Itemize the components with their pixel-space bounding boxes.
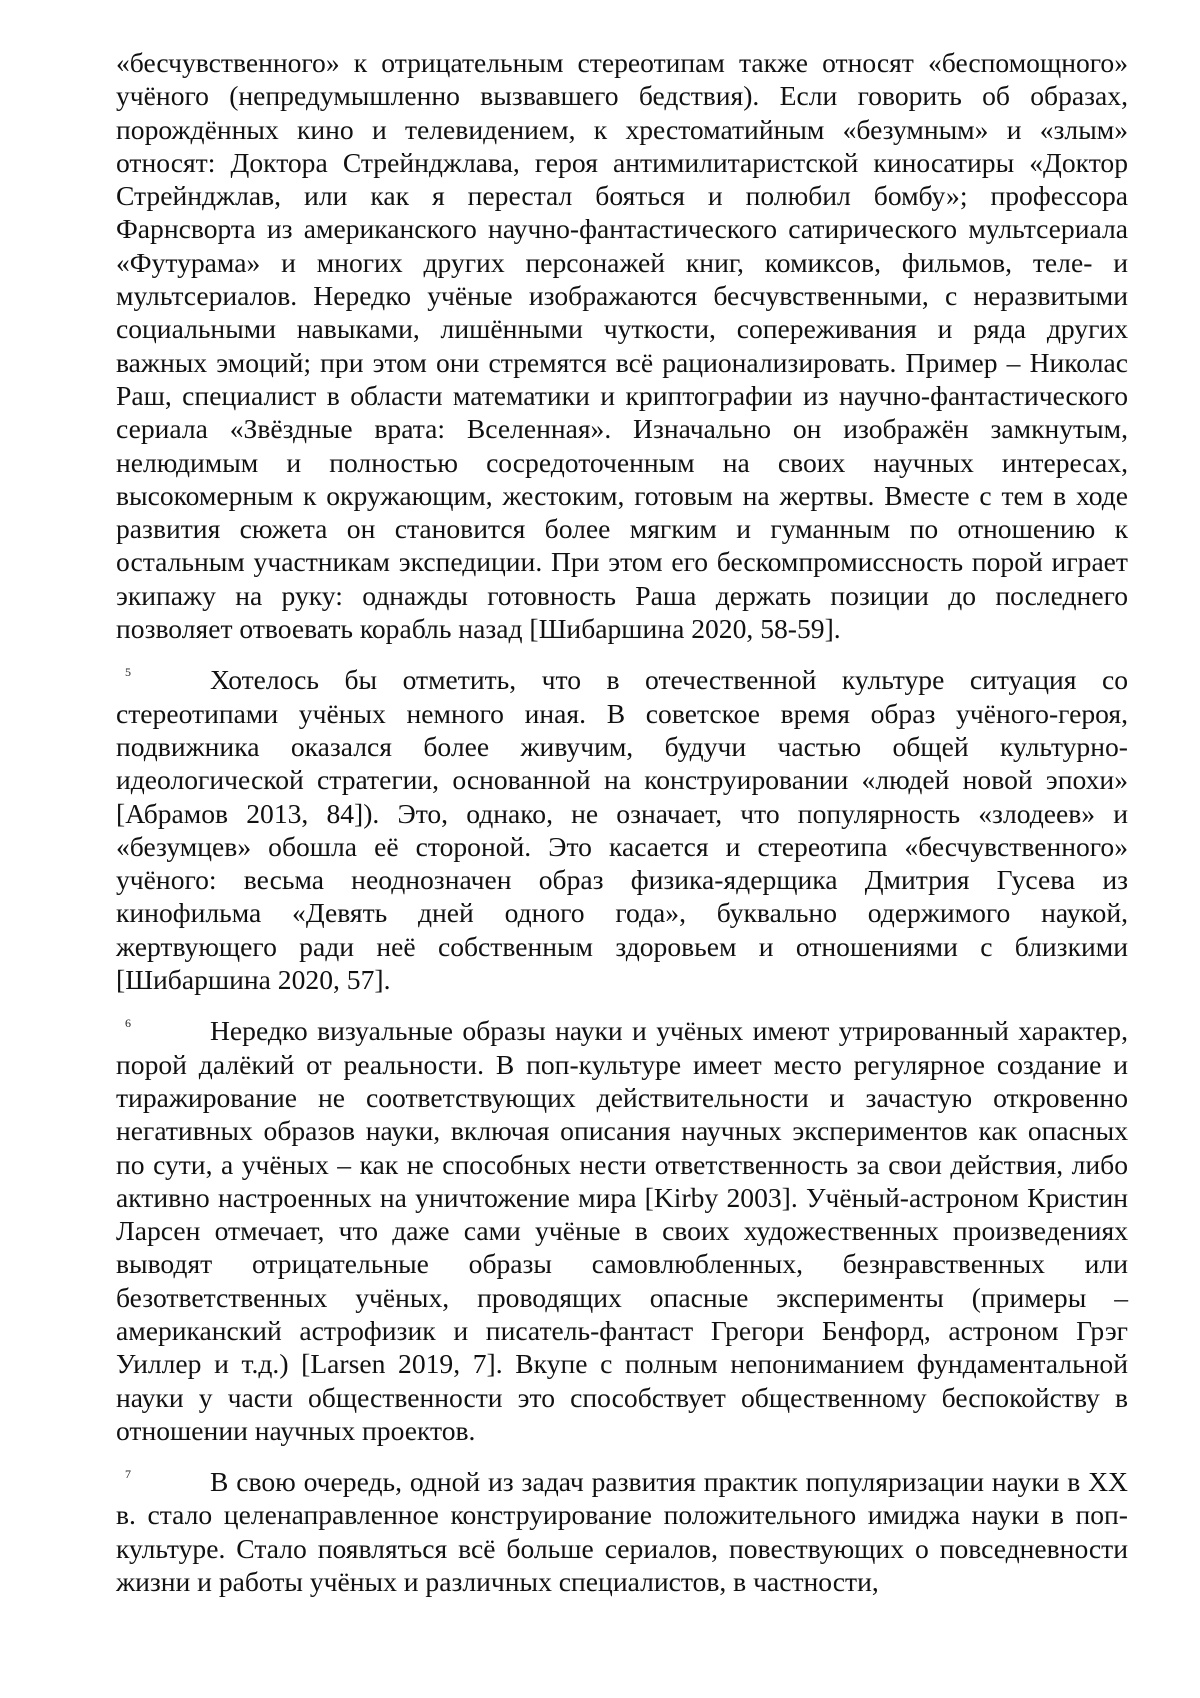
paragraph-5	[116, 663, 1128, 996]
paragraph-text: Хотелось бы отметить, что в отечественной культуре ситуация со стереотипами учёных немного иная. В советское время образ учёного-героя, подвижника оказался более живучим, будучи частью общей культурно-идеологической стратегии, основанной на конструировании «людей новой эпохи» [Абрамов 2013, 84]). Это, однако, не означает, что популярность «злодеев» и «безумцев» обошла её стороной. Это касается и стереотипа «бесчувственного» учёного: весьма неоднозначен образ физика-ядерщика Дмитрия Гусева из кинофильма «Девять дней одного года», буквально одержимого наукой, жертвующего ради неё собственным здоровьем и отношениями с близкими [Шибаршина 2020, 57].	[116, 664, 1128, 995]
paragraph-number: 6	[125, 1016, 131, 1030]
paragraph-number: 7	[125, 1467, 131, 1481]
paragraph-6	[116, 1014, 1128, 1447]
paragraph-continuation	[116, 46, 1128, 645]
paragraph-number: 5	[125, 665, 131, 679]
paragraph-text: В свою очередь, одной из задач развития практик популяризации науки в XX в. стало целенаправленное конструирование положительного имиджа науки в поп-культуре. Стало появляться всё больше сериалов, повествующих о повседневности жизни и работы учёных и различных специалистов, в частности,	[116, 1466, 1128, 1597]
paragraph-text: Нередко визуальные образы науки и учёных имеют утрированный характер, порой далёкий от реальности. В поп-культуре имеет место регулярное создание и тиражирование не соответствующих действительности и зачастую откровенно негативных образов науки, включая описания научных экспериментов как опасных по сути, а учёных – как не способных нести ответственность за свои действия, либо активно настроенных на уничтожение мира [Kirby 2003]. Учёный-астроном Кристин Ларсен отмечает, что даже сами учёные в своих художественных произведениях выводят отрицательные образы самовлюбленных, безнравственных или безответственных учёных, проводящих опасные эксперименты (примеры – американский астрофизик и писатель-фантаст Грегори Бенфорд, астроном Грэг Уиллер и т.д.) [Larsen 2019, 7]. Вкупе с полным непониманием фундаментальной науки у части общественности это способствует общественному беспокойству в отношении научных проектов.	[116, 1015, 1128, 1446]
document-page	[116, 46, 1128, 1598]
paragraph-text: «бесчувственного» к отрицательным стереотипам также относят «беспомощного» учёного (непредумышленно вызвавшего бедствия). Если говорить об образах, порождённых кино и телевидением, к хрестоматийным «безумным» и «злым» относят: Доктора Стрейнджлава, героя антимилитаристской киносатиры «Доктор Стрейнджлав, или как я перестал бояться и полюбил бомбу»; профессора Фарнсворта из американского научно-фантастического сатирического мультсериала «Футурама» и многих других персонажей книг, комиксов, фильмов, теле- и мультсериалов. Нередко учёные изображаются бесчувственными, с неразвитыми социальными навыками, лишёнными чуткости, сопереживания и ряда других важных эмоций; при этом они стремятся всё рационализировать. Пример – Николас Раш, специалист в области математики и криптографии из научно-фантастического сериала «Звёздные врата: Вселенная». Изначально он изображён замкнутым, нелюдимым и полностью сосредоточенным на своих научных интересах, высокомерным к окружающим, жестоким, готовым на жертвы. Вместе с тем в ходе развития сюжета он становится более мягким и гуманным по отношению к остальным участникам экспедиции. При этом его бескомпромиссность порой играет экипажу на руку: однажды готовность Раша держать позиции до последнего позволяет отвоевать корабль назад [Шибаршина 2020, 58-59].	[116, 47, 1128, 644]
paragraph-7	[116, 1465, 1128, 1598]
